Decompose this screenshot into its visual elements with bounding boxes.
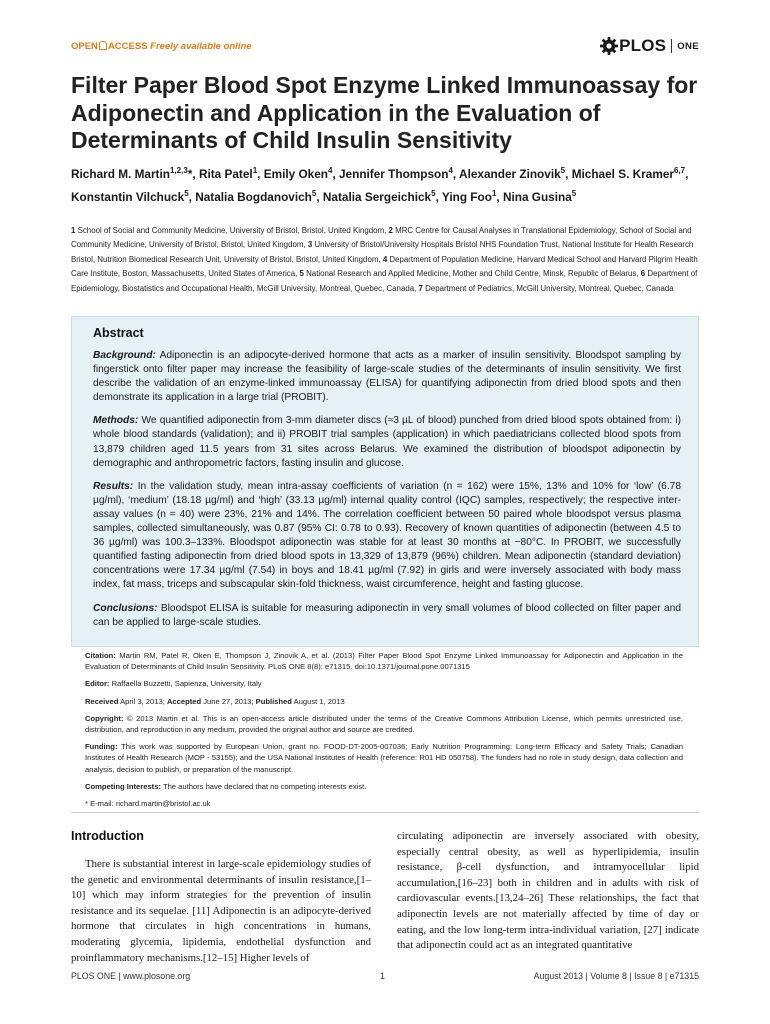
page-number: 1 xyxy=(380,971,385,981)
abstract-heading: Abstract xyxy=(93,326,144,340)
author-affiliation-mark: 1,2,3 xyxy=(169,166,188,175)
freely-available-label: Freely available online xyxy=(150,41,252,52)
author-name: Natalia Sergeichick xyxy=(322,190,432,205)
abstract-background-label: Background: xyxy=(93,350,156,361)
introduction-continued: circulating adiponectin are inversely associated with obesity, especially central obesity, as well as hyperlipidemia, insulin resistance, β-cell dysfunction, and intramyocellular lipid accumulation,[16–23] both in children and in adults with risk of cardiovascular events.[13,24–26] These relationships, the fact that adiponectin levels are not materially affected by time of day or eating, and the low long-term intra-individual variation, [27] indicate that adiponectin could act as an integrated quantitative xyxy=(397,830,699,952)
author-affiliation-mark: 1 xyxy=(491,189,497,199)
plos-wordmark: PLOS xyxy=(619,36,667,55)
author-affiliation-mark: 4 xyxy=(327,166,333,175)
abstract-results xyxy=(93,480,681,593)
open-access-banner xyxy=(71,41,252,52)
affiliation xyxy=(300,269,639,278)
plos-one-logo xyxy=(599,34,699,58)
affiliation xyxy=(71,226,386,235)
logo-divider xyxy=(671,39,672,53)
open-access-lock-icon xyxy=(99,41,107,50)
author-name: Jennifer Thompson xyxy=(339,166,449,181)
body-column-left xyxy=(71,829,371,966)
abstract-background xyxy=(93,349,681,405)
author xyxy=(459,167,565,181)
abstract-methods xyxy=(93,414,681,470)
introduction-heading: Introduction xyxy=(71,829,144,843)
open-label: OPEN xyxy=(71,41,98,52)
author xyxy=(199,167,257,181)
abstract-background-text: Adiponectin is an adipocyte-derived hormone that acts as a marker of insulin sensitivity. Bloodspot sampling by fingerstick onto filter paper may increase the feasibility of large-scale studies of the determinants of insulin sensitivity. We first describe the validation of an enzyme-linked immunoassay (ELISA) for quantifying adiponectin from dried blood spots and then demonstrate its application in a large trial (PROBIT). xyxy=(93,350,681,404)
affiliation-text: School of Social and Community Medicine, University of Bristol, Bristol, United Kingdom, xyxy=(77,226,387,235)
affiliation xyxy=(419,284,674,293)
author xyxy=(339,167,453,181)
author xyxy=(71,190,189,204)
author-name: Richard M. Martin xyxy=(71,166,170,181)
author-name: Alexander Zinovik xyxy=(459,166,561,181)
author-affiliation-mark: 5 xyxy=(571,189,577,199)
author xyxy=(503,190,576,204)
access-label: ACCESS xyxy=(107,41,148,52)
abstract-box xyxy=(71,316,699,647)
affiliation-text: University of Bristol/University Hospitals Bristol NHS Foundation Trust, National Institute for Health Research Bristol, Nutrition Biomedical Research Unit, University of Bristol, Bristol, United Kingdom, xyxy=(71,240,694,264)
author xyxy=(572,167,685,181)
author-name: Emily Oken xyxy=(263,166,328,181)
author-name: Ying Foo xyxy=(441,190,492,205)
affiliation-number: 1 xyxy=(71,226,76,235)
plos-gear-icon xyxy=(599,36,619,56)
author xyxy=(442,190,496,204)
abstract-methods-label: Methods: xyxy=(93,415,139,427)
corresponding-mark: * xyxy=(187,166,193,181)
affiliation-text: Department of Pediatrics, McGill University, Montreal, Quebec, Canada xyxy=(425,283,674,293)
author-name: Konstantin Vilchuck xyxy=(71,190,185,205)
affiliation-number: 7 xyxy=(418,283,423,293)
author-affiliation-mark: 5 xyxy=(431,189,436,199)
author-affiliation-mark: 1 xyxy=(252,166,258,175)
author-affiliation-mark: 5 xyxy=(311,189,317,199)
affiliation-text: Department of Population Medicine, Harvard Medical School and Harvard Pilgrim Health Care Institute, Boston, Massachusetts, United States of America, xyxy=(71,254,698,279)
affiliations xyxy=(71,224,711,296)
author xyxy=(195,190,316,204)
abstract-conclusions-text: Bloodspot ELISA is suitable for measuring adiponectin in very small volumes of blood collected on filter paper and can be applied to large-scale studies. xyxy=(93,602,681,628)
affiliation-text: National Research and Applied Medicine, Mother and Child Centre, Minsk, Republic of Belarus, xyxy=(306,269,639,279)
affiliation-text: MRC Centre for Causal Analyses in Translational Epidemiology, School of Social and Community Medicine, University of Bristol, Bristol, United Kingdom, xyxy=(71,226,692,250)
author-affiliation-mark: 6,7 xyxy=(673,166,686,175)
article-title: Filter Paper Blood Spot Enzyme Linked Immunoassay for Adiponectin and Application in the Evaluation of Determinants of Child Insulin Sensitivity xyxy=(71,72,698,153)
section-divider xyxy=(71,812,699,813)
author-name: Natalia Bogdanovich xyxy=(195,190,312,205)
affiliation-number: 6 xyxy=(640,269,646,279)
footer-journal: PLOS ONE | www.plosone.org xyxy=(71,971,191,981)
footer-issue: August 2013 | Volume 8 | Issue 8 | e71315 xyxy=(533,971,699,981)
author xyxy=(71,167,192,181)
citation: Citation: Martin RM, Patel R, Oken E, Thompson J, Zinovik A, et al. (2013) Filter Paper Blood Spot Enzyme Linked Immunoassay for Adiponectin and Application in the Evaluation of Determinants of Child Insulin Sensitivity. PLoS ONE 8(8): e71315. doi:10.1371/journal.pone.0071315 xyxy=(85,651,683,672)
author-name: Nina Gusina xyxy=(502,190,572,205)
author-affiliation-mark: 5 xyxy=(184,189,189,199)
author-name: Rita Patel xyxy=(198,166,253,181)
affiliation-number: 5 xyxy=(299,269,304,279)
article-metadata xyxy=(85,650,683,815)
email-link[interactable]: richard.martin@bristol.ac.uk xyxy=(115,799,211,809)
introduction-paragraph: There is substantial interest in large-scale epidemiology studies of the genetic and environmental determinants of insulin resistance,[1–10] which may inform strategies for the prevention of insulin resistance and its sequelae. [11] Adiponectin is an adipocyte-derived hormone that circulates in high concentrations in humans, moderating glycemia, lipidemia, endothelial dysfunction and proinflammatory mechanisms.[12–15] Higher levels of xyxy=(71,858,371,964)
author xyxy=(323,190,436,204)
copyright: Copyright: © 2013 Martin et al. This is an open-access article distributed under the terms of the Creative Commons Attribution License, which permits unrestricted use, distribution, and reproduction in any medium, provided the original author and source are credited. xyxy=(85,713,683,735)
abstract-results-text: In the validation study, mean intra-assay coefficients of variation (n = 162) were 15%, 13% and 10% for ‘low’ (6.78 µg/ml), ‘medium’ (18.18 µg/ml) and ‘high’ (33.13 µg/ml) internal quality control (IQC) samples, respectively; the respective inter-assay values (n = 40) were 23%, 21% and 14%. The correlation coefficient between 50 paired whole bloodspot versus plasma samples, collected simultaneously, was 0.87 (95% CI: 0.78 to 0.93). Recovery of known quantities of adiponectin (between 4.5 to 36 µg/ml) was 100.3–133%. Bloodspot adiponectin was stable for at least 30 months at −80°C. In PROBIT, we successfully quantified fasting adiponectin from dried blood spots in 13,329 of 13,879 (96%) children. Mean adiponectin (standard deviation) concentrations were 17.34 µg/ml (7.54) in boys and 18.41 µg/ml (7.92) in girls and were inversely associated with body mass index, fat mass, triceps and subscapular skin-fold thickness, waist circumference, height and fasting glucose. xyxy=(93,480,681,591)
abstract-results-label: Results: xyxy=(93,480,134,492)
author-name: Michael S. Kramer xyxy=(571,166,674,181)
abstract-conclusions xyxy=(93,602,681,630)
author xyxy=(264,167,333,181)
author-list: Richard M. Martin$^{1,2,3}$*, Rita Patel$^1$, Emily Oken$^4$, Jennifer Thompson$^4$, Alexander Zinovik$^5$, Michael S. Kramer$^{6,7}$, Konstantin Vilchuck$^5$, Natalia Bogdanovich$^5$, Natalia Sergeichick$^5$, Ying Foo$^1$, Nina Gusina$^5$ xyxy=(71,166,689,205)
author-affiliation-mark: 4 xyxy=(448,166,453,175)
one-wordmark: ONE xyxy=(677,40,699,52)
affiliation-text: Department of Epidemiology, Biostatistics and Occupational Health, McGill University, Montreal, Quebec, Canada, xyxy=(71,269,698,293)
abstract-conclusions-label: Conclusions: xyxy=(93,602,158,614)
funding: Funding: This work was supported by European Union, grant no. FOOD-DT-2005-007036; Early Nutrition Programming: Long-term Efficacy and Safety Trials; Canadian Institutes of Health Research (MOP - 53155); and the USA National Institutes of Health (reference: R01 HD 050758). The funders had no role in study design, data collection and analysis, decision to publish, or preparation of the manuscript. xyxy=(85,742,683,774)
affiliation-number: 3 xyxy=(307,240,313,250)
affiliation-number: 2 xyxy=(388,226,393,235)
author-affiliation-mark: 5 xyxy=(560,166,566,175)
body-column-right xyxy=(397,829,699,954)
dates: Received April 3, 2013; Accepted June 27, 2013; Published August 1, 2013 xyxy=(85,696,345,706)
abstract-methods-text: We quantified adiponectin from 3-mm diameter discs (≈3 µL of blood) punched from dried blood spots obtained from: i) whole blood standards (validation); and ii) PROBIT trial samples (application) in which paediatricians collected blood spots from 13,879 children aged 11.5 years from 31 sites across Belarus. We examined the distribution of bloodspot adiponectin by demographic and anthropometric factors, fasting insulin and glucose. xyxy=(93,415,681,469)
competing-interests: Competing Interests: The authors have declared that no competing interests exist. xyxy=(85,781,367,791)
corresponding-email: * E-mail: richard.martin@bristol.ac.uk xyxy=(85,799,211,809)
journal-header xyxy=(71,38,699,60)
affiliation-number: 4 xyxy=(382,254,388,264)
editor: Editor: Raffaella Buzzetti, Sapienza, University, Italy xyxy=(85,679,262,689)
